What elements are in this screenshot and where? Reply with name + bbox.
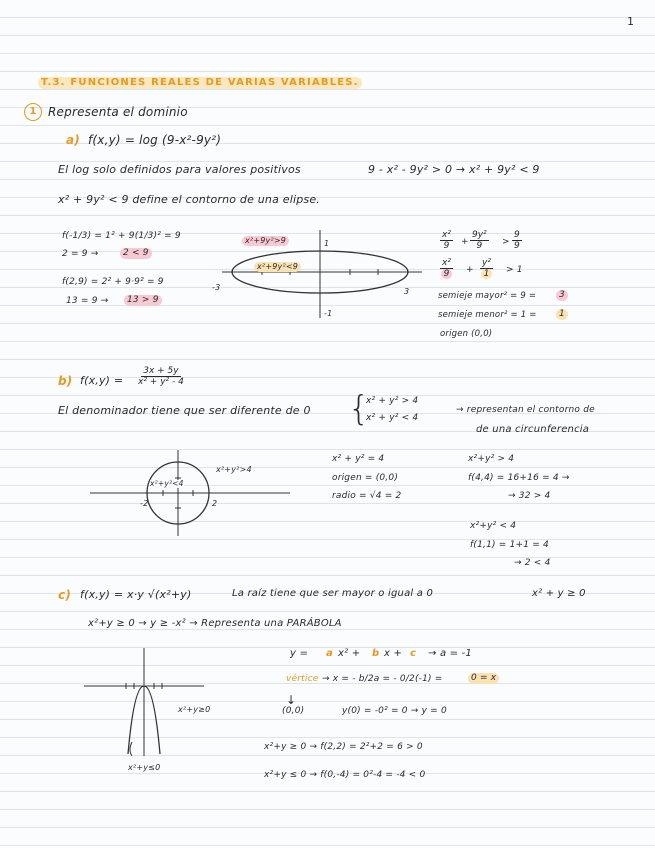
part-b-line1: El denominador tiene que ser diferente de 0 [58, 404, 311, 417]
quad-eq-x2: x² + [338, 648, 361, 659]
frac-1-c-den: 9 [514, 241, 520, 251]
parabola-inside-label: x²+y≥0 [178, 705, 211, 714]
frac-1-c-num: 9 [514, 230, 520, 240]
part-a-work-2: 2 = 9 → [62, 249, 99, 259]
part-b-marker: b) [58, 374, 73, 388]
circle-tick-right: 2 [212, 499, 218, 508]
system-brace: { [348, 389, 370, 429]
part-a-line1-math: 9 - x² - 9y² > 0 → x² + 9y² < 9 [368, 163, 540, 176]
frac-2-a-den: 9 [441, 269, 453, 279]
semi-minor-value: 1 [556, 309, 568, 320]
check-in-2: f(1,1) = 1+1 = 4 [470, 540, 549, 550]
part-a-work-hl-2: 13 > 9 [124, 295, 162, 306]
vertex-y0: y(0) = -0² = 0 → y = 0 [342, 706, 447, 716]
part-a-work-4: 13 = 9 → [66, 296, 109, 306]
part-a-marker: a) [66, 133, 80, 147]
frac-1-a [440, 230, 453, 251]
ellipse-inside-label: x²+9y²<9 [254, 262, 301, 272]
vertex-result: 0 = x [468, 673, 499, 684]
vertex-label: vértice [286, 674, 319, 684]
circle-eq: x² + y² = 4 [332, 454, 385, 464]
page-title: T.3. FUNCIONES REALES DE VARIAS VARIABLES. [38, 77, 362, 89]
quad-eq-x: x + [384, 648, 403, 659]
part-a-line1-text: El log solo definidos para valores positivos [58, 163, 301, 176]
part-b-func-frac [136, 366, 186, 387]
part-b-func-lhs: f(x,y) = [80, 374, 124, 387]
part-a-work-1: f(-1/3) = 1² + 9(1/3)² = 9 [62, 231, 181, 241]
part-a-line2: x² + 9y² < 9 define el contorno de una elipse. [58, 193, 320, 206]
semi-major-value: 3 [556, 290, 568, 301]
check-in-1: x²+y² < 4 [470, 521, 517, 531]
quad-eq-a: a [326, 648, 333, 659]
frac-1-rel: > [502, 237, 510, 247]
frac-1-b-den: 9 [476, 241, 483, 251]
frac-2-a-num: x² [442, 258, 451, 268]
system-eq-1: x² + y² > 4 [366, 396, 419, 406]
quad-eq-c: c [410, 648, 417, 659]
frac-2-b [480, 258, 493, 279]
frac-1-a-num: x² [442, 230, 451, 240]
part-c-function: f(x,y) = x·y √(x²+y) [80, 588, 192, 601]
part-c-text: La raíz tiene que ser mayor o igual a 0 [232, 588, 434, 599]
quad-eq-b: b [372, 648, 380, 659]
parabola-graph [84, 646, 204, 758]
part-a-work-3: f(2,9) = 2² + 9·9² = 9 [62, 277, 164, 287]
ellipse-tick-left: -3 [212, 283, 221, 292]
exercise-heading: Representa el dominio [48, 105, 188, 119]
part-b-func-den: x² + y² - 4 [138, 377, 184, 387]
semi-major-text: semieje mayor² = 9 = [438, 291, 537, 301]
frac-1-a-den: 9 [443, 241, 450, 251]
check-in-3: → 2 < 4 [514, 558, 551, 568]
circle-origin: origen = (0,0) [332, 473, 399, 483]
frac-1-b [470, 230, 489, 251]
ellipse-outside-label: x²+9y²>9 [242, 236, 289, 246]
semi-minor-text: semieje menor² = 1 = [438, 310, 537, 320]
part-c-line2: x²+y ≥ 0 → y ≥ -x² → Representa una PARÁBOLA [88, 618, 342, 629]
frac-1-c [512, 230, 522, 251]
circle-inside-label: x²+y²<4 [150, 479, 184, 488]
circle-outside-label: x²+y²>4 [216, 465, 252, 474]
part-b-rep-1: → representan el contorno de [456, 405, 595, 415]
quad-eq-y: y = [290, 648, 309, 659]
check-out-1: x²+y² > 4 [468, 454, 515, 464]
check-out-2: f(4,4) = 16+16 = 4 → [468, 473, 570, 483]
circle-tick-left: -2 [140, 499, 149, 508]
part-a-function: f(x,y) = log (9-x²-9y²) [88, 133, 222, 147]
circle-radius: radio = √4 = 2 [332, 491, 402, 501]
frac-2-b-num: y² [482, 258, 491, 268]
check-c-1: x²+y ≥ 0 → f(2,2) = 2²+2 = 6 > 0 [264, 742, 423, 752]
part-a-work-hl-1: 2 < 9 [120, 248, 152, 259]
check-c-2: x²+y ≤ 0 → f(0,-4) = 0²-4 = -4 < 0 [264, 770, 426, 780]
quad-eq-a-val: → a = -1 [428, 648, 472, 659]
exercise-number-badge: 1 [24, 103, 42, 121]
frac-2-rel: > 1 [506, 265, 523, 275]
frac-1-op: + [461, 237, 469, 247]
ellipse-tick-bottom: -1 [324, 309, 333, 318]
system-eq-2: x² + y² < 4 [366, 413, 419, 423]
part-b-func-num: 3x + 5y [143, 366, 179, 376]
circle-graph [90, 448, 290, 538]
check-out-3: → 32 > 4 [508, 491, 551, 501]
part-c-condition: x² + y ≥ 0 [532, 588, 586, 599]
page-number: 1 [627, 15, 634, 28]
ellipse-tick-top: 1 [324, 239, 330, 248]
part-b-rep-2: de una circunferencia [476, 424, 590, 435]
frac-2-op: + [466, 265, 474, 275]
frac-2-b-den: 1 [481, 269, 493, 279]
parabola-outside-label: x²+y≤0 [128, 763, 161, 772]
part-c-marker: c) [58, 588, 71, 602]
frac-1-b-num: 9y² [472, 230, 487, 240]
ellipse-tick-right: 3 [404, 287, 410, 296]
ellipse-origin: origen (0,0) [440, 329, 493, 339]
frac-2-a [440, 258, 453, 279]
vertex-origin: (0,0) [282, 706, 305, 716]
vertex-down-arrow: ↓ [286, 693, 297, 707]
vertex-equation: → x = - b/2a = - 0/2(-1) = [322, 674, 443, 684]
